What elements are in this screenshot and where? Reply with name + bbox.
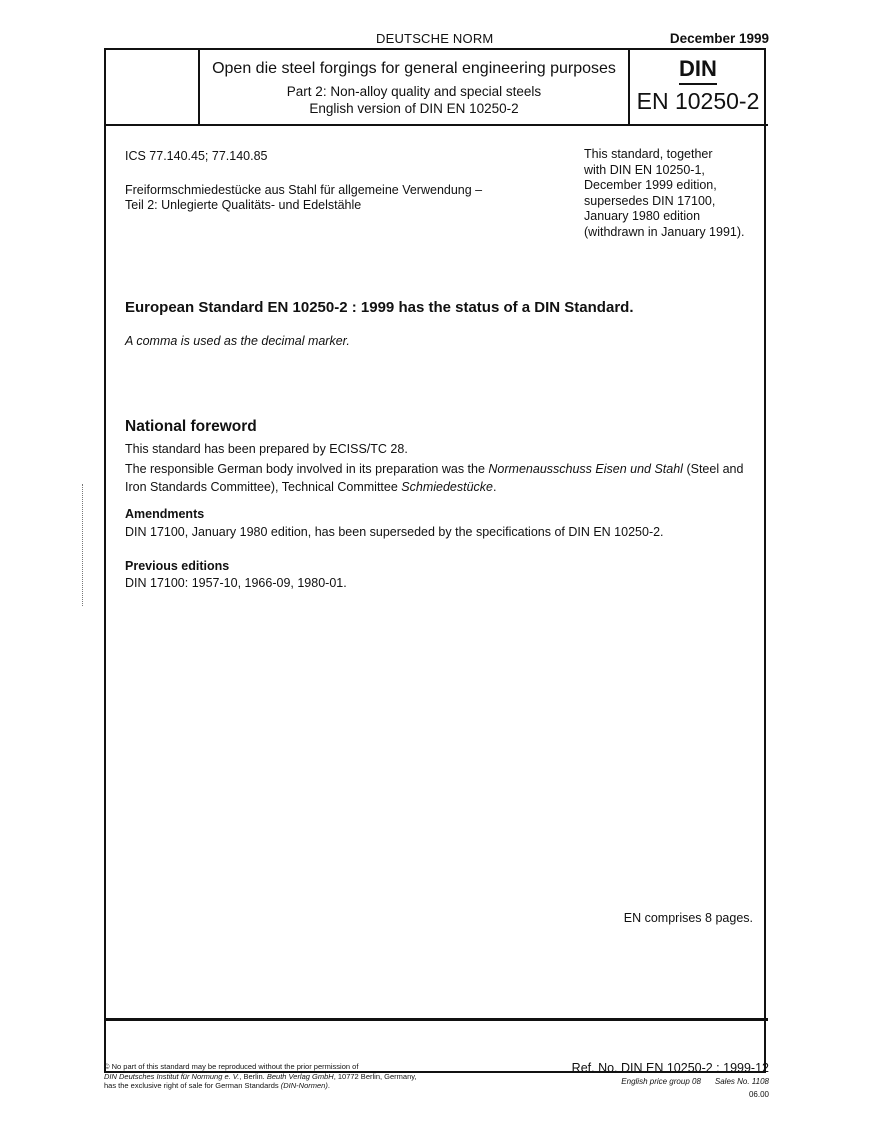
german-title [125, 183, 545, 213]
supersedes-line: This standard, together [584, 147, 713, 161]
previous-editions-text: DIN 17100: 1957-10, 1966-09, 1980-01. [125, 576, 347, 590]
copyright-line [104, 1081, 524, 1091]
sales-number: Sales No. 1108 [714, 1077, 769, 1086]
national-foreword-paragraph-1: This standard has been prepared by ECISS/TC 28. [125, 442, 408, 456]
norm-label: DEUTSCHE NORM [376, 31, 494, 46]
text-run: DIN Deutsches Institut für Normung e. V. [104, 1071, 240, 1081]
technical-committee-name: Schmiedestücke [401, 480, 493, 494]
document-number: EN 10250-2 [636, 88, 760, 114]
text-run: (Steel and Iron Standards Committee), Technical Committee [125, 462, 744, 494]
previous-editions-heading: Previous editions [125, 559, 230, 573]
supersedes-line: with DIN EN 10250-1, [584, 162, 705, 177]
copyright-notice [104, 1062, 524, 1091]
title-block-divider [104, 124, 768, 126]
price-group: English price group 08 [621, 1077, 701, 1086]
ics-codes: ICS 77.140.45; 77.140.85 [125, 149, 268, 163]
text-run: has the exclusive right of sale for German Standards [104, 1081, 281, 1090]
footer-divider [104, 1018, 768, 1021]
text-run: Beuth Verlag GmbH [266, 1071, 334, 1081]
german-title-line: Freiformschmiedestücke aus Stahl für allgemeine Verwendung – [125, 183, 483, 197]
supersedes-line: December 1999 edition, [584, 178, 717, 192]
page-count-note: EN comprises 8 pages. [623, 911, 753, 925]
national-foreword-paragraph-2 [125, 460, 755, 496]
title-block [200, 60, 628, 117]
supersedes-line: January 1980 edition [584, 209, 701, 223]
supersedes-note [584, 147, 764, 240]
din-logo: DIN [679, 56, 717, 81]
price-info [621, 1077, 769, 1086]
reference-number: Ref. No. DIN EN 10250-2 : 1999-12 [571, 1061, 769, 1075]
version-code: 06.00 [748, 1090, 769, 1099]
committee-name-german: Normenausschuss Eisen und Stahl [488, 462, 683, 476]
german-title-line: Teil 2: Unlegierte Qualitäts- und Edelstähle [125, 198, 362, 212]
amendments-heading: Amendments [125, 507, 205, 521]
din-designation [630, 58, 766, 115]
main-title: Open die steel forgings for general engineering purposes [212, 60, 616, 77]
text-run: , 10772 Berlin, Germany, [333, 1071, 417, 1081]
margin-perforation [82, 484, 87, 606]
din-logo-underline [679, 83, 717, 85]
supersedes-line: supersedes DIN 17100, [584, 193, 716, 208]
text-run: . [493, 480, 497, 494]
text-run: , Berlin. [239, 1071, 267, 1081]
decimal-marker-note: A comma is used as the decimal marker. [125, 334, 350, 348]
version-note: English version of DIN EN 10250-2 [309, 101, 519, 116]
text-run: (DIN-Normen) [280, 1081, 328, 1090]
amendments-text: DIN 17100, January 1980 edition, has been superseded by the specifications of DIN EN 10250-2. [125, 525, 664, 539]
text-run: . [327, 1081, 330, 1090]
copyright-line: © No part of this standard may be reproduced without the prior permission of [104, 1062, 359, 1071]
national-foreword-heading: National foreword [125, 418, 257, 435]
status-statement: European Standard EN 10250-2 : 1999 has the status of a DIN Standard. [125, 299, 634, 316]
part-title: Part 2: Non-alloy quality and special steels [286, 84, 542, 99]
supersedes-line: (withdrawn in January 1991). [584, 224, 745, 239]
publication-date: December 1999 [669, 31, 769, 46]
text-run: The responsible German body involved in its preparation was the [125, 462, 489, 476]
copyright-line [104, 1072, 524, 1082]
